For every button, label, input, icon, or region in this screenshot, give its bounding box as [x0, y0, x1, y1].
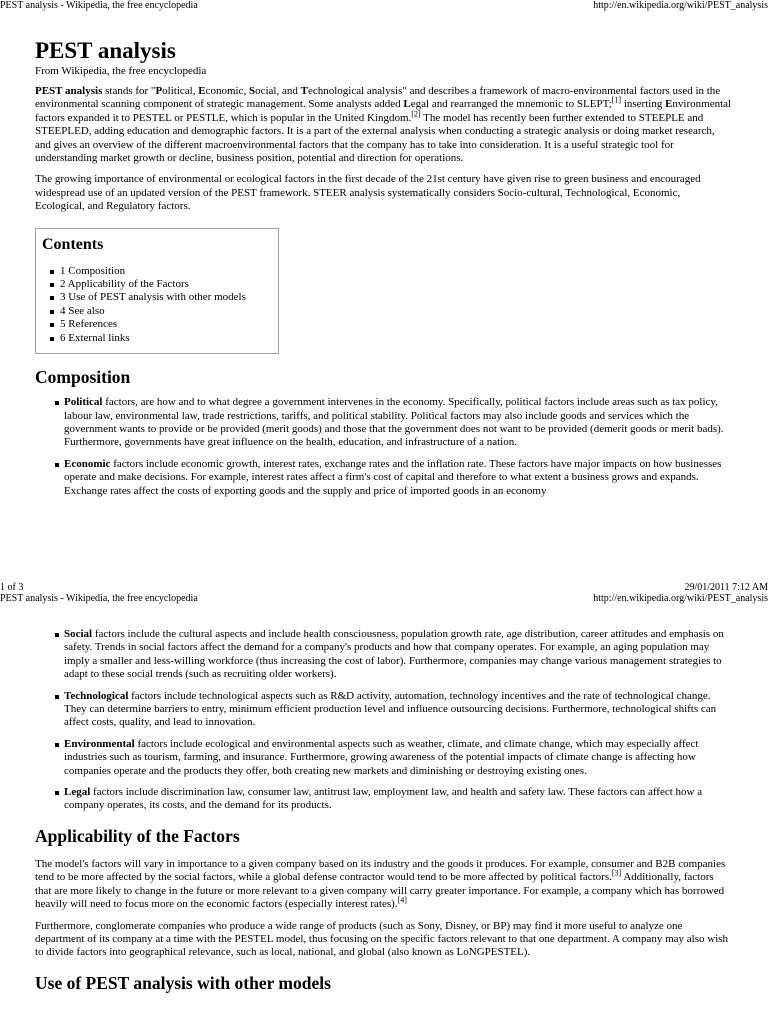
list-item-economic: Economic factors include economic growth, interest rates, exchange rates and the inflation rate. These factors have major impacts on how businesses operate and make decisions. For example, interest rates affect a firm's cost of capital and therefore to what extent a business grows and expands. Exchange rates affect the costs of exporting goods and the supply and price of imported goods in an economy: [64, 458, 732, 498]
section-heading-use: Use of PEST analysis with other models: [35, 972, 331, 993]
reference-link[interactable]: [2]: [411, 109, 421, 119]
reference-link[interactable]: [3]: [611, 868, 622, 878]
print-header-title: PEST analysis - Wikipedia, the free encyclopedia: [0, 0, 198, 11]
page2-content: [35, 620, 732, 994]
table-of-contents: [35, 228, 279, 354]
page-title: PEST analysis: [35, 38, 176, 63]
list-item-social: Social factors include the cultural aspects and include health consciousness, population growth rate, age distribution, career attitudes and emphasis on safety. Trends in social factors affect the demand for a company's products and how that company operates. For example, an aging population may imply a smaller and less-willing workforce (thus increasing the cost of labor). Furthermore, companies may change various management strategies to adapt to these social trends (such as recruiting older workers).: [64, 628, 732, 682]
print-header-url: http://en.wikipedia.org/wiki/PEST_analysis: [593, 0, 768, 11]
paragraph: The model's factors will vary in importance to a given company based on its industry and the goods it produces. For example, consumer and B2B companies tend to be more affected by the social factors, while a global defense contractor would tend to be more affected by political factors.[3] Additionally, factors that are more likely to change in the future or more relevant to a given company will carry greater importance. For example, a company which has borrowed heavily will need to focus more on the economic factors (especially interest rates).[4]: [35, 857, 726, 911]
toc-item[interactable]: 2 Applicability of the Factors: [60, 278, 278, 291]
toc-item[interactable]: 6 External links: [60, 332, 278, 345]
list-item-environmental: Environmental factors include ecological and environmental aspects such as weather, climate, and climate change, which may especially affect industries such as tourism, farming, and insurance. Furthermore, growing awareness of the potential impacts of climate change is affecting how companies operate and the products they offer, both creating new markets and diminishing or destroying existing ones.: [64, 738, 732, 778]
intro-paragraph: PEST analysis stands for "Political, Economic, Social, and Technological analysis" and describes a framework of macro-environmental factors used in the environmental scanning component of strategic management. Some analysts added Legal and rearranged the mnemonic to SLEPT;[1] inserting Environmental factors expanded it to PESTEL or PESTLE, which is popular in the United Kingdom.[2] The model has recently been further extended to STEEPLE and STEEPLED, adding education and demographic factors. It is a part of the external analysis when conducting a strategic analysis or doing market research, and gives an overview of the different macroenvironmental factors that the company has to take into consideration. It is a useful strategic tool for understanding market growth or decline, business position, potential and direction for operations.: [35, 85, 732, 165]
list-item-political: Political factors, are how and to what degree a government intervenes in the economy. Specifically, political factors include areas such as tax policy, labour law, environmental law, trade restrictions, tariffs, and political stability. Political factors may also include goods and services which the government wants to provide or be provided (merit goods) and those that the government does not want to be provided (demerit goods or merit bads). Furthermore, governments have great influence on the health, education, and infrastructure of a nation.: [64, 396, 732, 450]
paragraph: Furthermore, conglomerate companies who produce a wide range of products (such as Sony, Disney, or BP) may find it more useful to analyze one department of its company at a time with the PESTEL model, thus focusing on the specific factors relevant to that one department. A company may also wish to divide factors into geographical relevance, such as local, national, and global (also known as LoNGPESTEL).: [35, 919, 729, 959]
toc-item[interactable]: 3 Use of PEST analysis with other models: [60, 291, 278, 304]
toc-item[interactable]: 1 Composition: [60, 265, 278, 278]
list-item-legal: Legal factors include discrimination law, consumer law, antitrust law, employment law, and health and safety law. These factors can affect how a company operates, its costs, and the demand for its products.: [64, 786, 732, 813]
print-header-title: PEST analysis - Wikipedia, the free encyclopedia: [0, 593, 198, 604]
section-heading-composition: Composition: [35, 367, 131, 388]
reference-link[interactable]: [1]: [611, 95, 622, 105]
print-header-url: http://en.wikipedia.org/wiki/PEST_analysis: [593, 593, 768, 604]
page1-content: [35, 38, 732, 506]
toc-title: Contents: [42, 235, 104, 253]
toc-item[interactable]: 5 References: [60, 318, 278, 331]
toc-item[interactable]: 4 See also: [60, 305, 278, 318]
section-heading-applicability: Applicability of the Factors: [35, 825, 240, 846]
paragraph: The growing importance of environmental or ecological factors in the first decade of the 21st century have given rise to green business and encouraged widespread use of an updated version of the PEST framework. STEER analysis systematically considers Socio-cultural, Technological, Economic, Ecological, and Regulatory factors.: [35, 173, 701, 213]
list-item-technological: Technological factors include technological aspects such as R&D activity, automation, technology incentives and the rate of technological change. They can determine barriers to entry, minimum efficient production level and influence outsourcing decisions. Furthermore, technological shifts can affect costs, quality, and lead to innovation.: [64, 690, 732, 730]
print-footer-page: 1 of 3: [0, 582, 24, 593]
print-footer-date: 29/01/2011 7:12 AM: [684, 582, 768, 593]
page-subtitle: From Wikipedia, the free encyclopedia: [35, 65, 207, 77]
reference-link[interactable]: [4]: [397, 895, 407, 905]
